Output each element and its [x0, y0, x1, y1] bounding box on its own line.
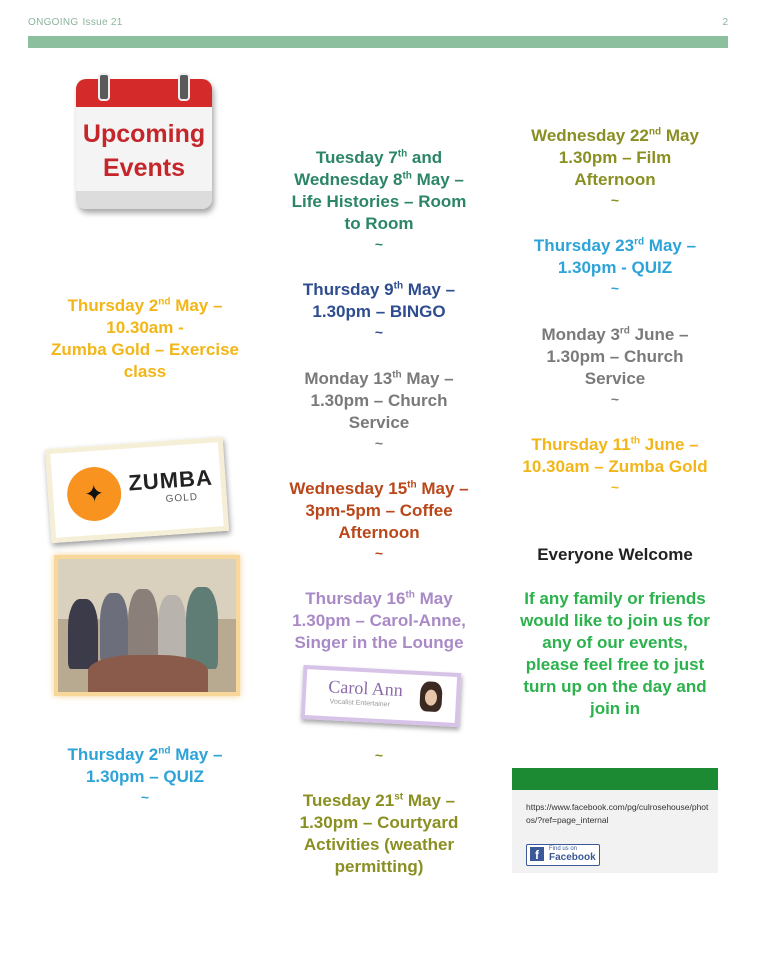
facebook-label: Facebook — [549, 852, 596, 863]
zumba-wordmark: ZUMBA — [127, 464, 214, 496]
calendar-header-strip — [76, 79, 212, 107]
header-bar — [28, 36, 728, 48]
event-col2-4: Wednesday 15th May – 3pm-5pm – Coffee Afternoon ~ — [289, 479, 469, 561]
calendar-ring-left — [98, 73, 110, 101]
issue-number: Issue 21 — [82, 17, 123, 28]
exercise-class-photo — [54, 555, 240, 696]
newsletter-title — [28, 17, 123, 28]
event-col1-2: Thursday 2nd May – 1.30pm – QUIZ ~ — [67, 745, 223, 805]
find-us-label: Find us on — [549, 846, 578, 852]
newsletter-name: ONGOING — [28, 17, 79, 28]
facebook-url-link[interactable]: https://www.facebook.com/pg/culrosehouse/photos/?ref=page_internal — [526, 802, 709, 825]
event-col1-1: Thursday 2nd May – 10.30am - Zumba Gold – Exercise class — [50, 296, 239, 381]
separator-col2: ~ — [374, 747, 384, 763]
facebook-f-icon: f — [530, 847, 544, 861]
event-col3-2: Thursday 23rd May – 1.30pm - QUIZ ~ — [533, 236, 697, 296]
event-col2-2: Thursday 9th May – 1.30pm – BINGO ~ — [302, 280, 456, 340]
event-col2-3: Monday 13th May – 1.30pm – Church Service ~ — [304, 369, 454, 451]
calendar-icon — [76, 73, 212, 213]
invite-paragraph: If any family or friends would like to join us for any of our events, please feel free to just turn up on the day and join in — [520, 589, 710, 718]
calendar-footer-strip — [76, 191, 212, 209]
event-col3-4: Thursday 11th June – 10.30am – Zumba Gold ~ — [522, 435, 708, 495]
calendar-ring-right — [178, 73, 190, 101]
facebook-widget — [512, 768, 718, 873]
event-col2-6: Tuesday 21st May – 1.30pm – Courtyard Activities (weather permitting) — [299, 791, 459, 876]
carol-ann-card — [301, 665, 462, 727]
facebook-widget-header — [512, 768, 718, 790]
event-col2-5: Thursday 16th May 1.30pm – Carol-Anne, Singer in the Lounge — [292, 589, 466, 652]
event-col2-1: Tuesday 7th and Wednesday 8th May – Life Histories – Room to Room ~ — [291, 148, 467, 252]
carol-ann-portrait — [419, 681, 443, 712]
find-us-on-facebook-button[interactable] — [526, 844, 600, 866]
everyone-welcome-heading: Everyone Welcome — [537, 545, 693, 564]
zumba-gold-logo — [45, 437, 229, 543]
page-number: 2 — [722, 17, 728, 28]
events-word: Events — [103, 154, 185, 182]
zumba-dancer-icon: ✦ — [65, 465, 123, 523]
upcoming-events-heading — [76, 117, 212, 185]
event-col3-1: Wednesday 22nd May 1.30pm – Film Afternoon ~ — [531, 126, 699, 208]
carol-ann-name: Carol Ann — [327, 676, 404, 701]
carol-ann-subtitle: Vocalist Entertainer — [329, 698, 391, 709]
zumba-gold-sub: GOLD — [165, 491, 199, 506]
upcoming-word: Upcoming — [82, 120, 206, 148]
event-col3-3: Monday 3rd June – 1.30pm – Church Service ~ — [541, 325, 689, 407]
